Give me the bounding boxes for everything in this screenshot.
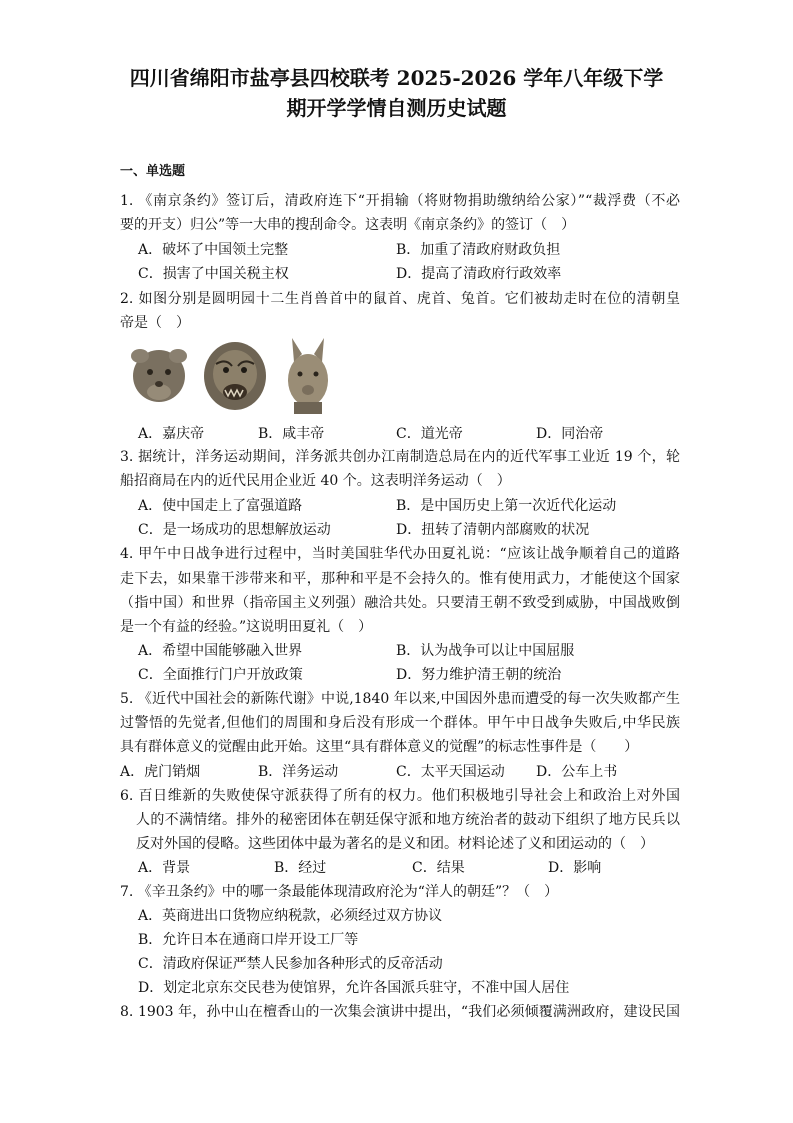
q2-option-a: A．嘉庆帝 [138, 426, 205, 442]
tiger-head-image [202, 334, 268, 416]
q1-stem-line-2: 要的开支）归公”等一大串的搜刮命令。这表明《南京条约》的签订（ ） [120, 217, 576, 233]
q5-option-c: C．太平天国运动 [396, 764, 505, 780]
q2-stem-line-1: 2. 如图分别是圆明园十二生肖兽首中的鼠首、虎首、兔首。它们被劫走时在位的清朝皇 [120, 291, 680, 307]
q3-option-c: C．是一场成功的思想解放运动 [138, 522, 331, 538]
q7-option-c: C．清政府保证严禁人民参加各种形式的反帝活动 [138, 956, 443, 972]
q3-option-d: D．扭转了清朝内部腐败的状况 [396, 522, 590, 538]
q1-option-c: C．损害了中国关税主权 [138, 266, 289, 282]
q5-option-a: A．虎门销烟 [120, 764, 201, 780]
q3-stem-line-1: 3. 据统计，洋务运动期间，洋务派共创办江南制造总局在内的近代军事工业近 19 个，轮 [120, 449, 680, 465]
q4-option-c: C．全面推行门户开放政策 [138, 667, 303, 683]
q4-option-d: D．努力维护清王朝的统治 [396, 667, 562, 683]
q4-option-b: B．认为战争可以让中国屈服 [396, 643, 575, 659]
q6-option-c: C．结果 [412, 860, 465, 876]
q5-stem-line-3: 具有群体意义的觉醒由此开始。这里“具有群体意义的觉醒”的标志性事件是（ ） [120, 739, 639, 755]
q1-stem-line-1: 1. 《南京条约》签订后，清政府连下“开捐输（将财物捐助缴纳给公家）”“裁浮费（不必 [120, 193, 680, 209]
q1-option-d: D．提高了清政府行政效率 [396, 266, 562, 282]
q5-stem-line-2: 过警悟的先觉者,但他们的周围和身后没有形成一个群体。甲午中日战争失败后,中华民族 [120, 715, 680, 731]
q6-stem-line-3: 反对外国的侵略。这些团体中最为著名的是义和团。材料论述了义和团运动的（ ） [136, 836, 654, 852]
q4-stem-line-1: 4. 甲午中日战争进行过程中，当时美国驻华代办田夏礼说：“应该让战争顺着自己的道路 [120, 546, 680, 562]
q4-stem-line-4: 是一个有益的经验。”这说明田夏礼（ ） [120, 619, 373, 635]
q5-option-b: B．洋务运动 [258, 764, 339, 780]
q2-stem-line-2: 帝是（ ） [120, 315, 190, 331]
q6-option-b: B．经过 [274, 860, 327, 876]
q1-option-a: A．破坏了中国领土完整 [138, 242, 289, 258]
q3-option-b: B．是中国历史上第一次近代化运动 [396, 498, 617, 514]
q7-option-d: D．划定北京东交民巷为使馆界，允许各国派兵驻守，不准中国人居住 [138, 980, 570, 996]
q3-stem-line-2: 船招商局在内的近代民用企业近 40 个。这表明洋务运动（ ） [120, 473, 511, 489]
q6-option-d: D．影响 [548, 860, 602, 876]
q2-option-c: C．道光帝 [396, 426, 463, 442]
q7-stem-line-1: 7. 《辛丑条约》中的哪一条最能体现清政府沦为“洋人的朝廷”？（ ） [120, 884, 559, 900]
q4-stem-line-3: （指中国）和世界（指帝国主义列强）融洽共处。只要清王朝不致受到威胁，中国战败倒 [120, 595, 680, 611]
page-title-line-1: 四川省绵阳市盐亭县四校联考 2025-2026 学年八年级下学 [129, 66, 664, 90]
q7-option-a: A．英商进出口货物应纳税款，必须经过双方协议 [138, 908, 443, 924]
q2-option-d: D．同治帝 [536, 426, 604, 442]
q2-option-b: B．咸丰帝 [258, 426, 325, 442]
q5-stem-line-1: 5. 《近代中国社会的新陈代谢》中说,1840 年以来,中国因外患而遭受的每一次失败都产生 [120, 691, 680, 707]
rabbit-head-image [284, 332, 332, 416]
page-title-line-2: 期开学学情自测历史试题 [286, 96, 507, 120]
q8-stem-line-1: 8. 1903 年，孙中山在檀香山的一次集会演讲中提出，“我们必须倾覆满洲政府，建设民国 [120, 1004, 680, 1020]
section-heading: 一、单选题 [120, 164, 186, 179]
q5-option-d: D．公车上书 [536, 764, 618, 780]
q6-stem-line-1: 6. 百日维新的失败使保守派获得了所有的权力。他们积极地引导社会上和政治上对外国 [120, 788, 680, 804]
q7-option-b: B．允许日本在通商口岸开设工厂等 [138, 932, 359, 948]
q3-option-a: A．使中国走上了富强道路 [138, 498, 303, 514]
rat-head-image [128, 336, 190, 414]
q4-option-a: A．希望中国能够融入世界 [138, 643, 303, 659]
q1-option-b: B．加重了清政府财政负担 [396, 242, 561, 258]
q4-stem-line-2: 走下去，如果靠干涉带来和平，那种和平是不会持久的。惟有使用武力，才能使这个国家 [120, 571, 680, 587]
q6-stem-line-2: 人的不满情绪。排外的秘密团体在朝廷保守派和地方统治者的鼓动下组织了地方民兵以 [136, 812, 680, 828]
q6-option-a: A．背景 [138, 860, 191, 876]
